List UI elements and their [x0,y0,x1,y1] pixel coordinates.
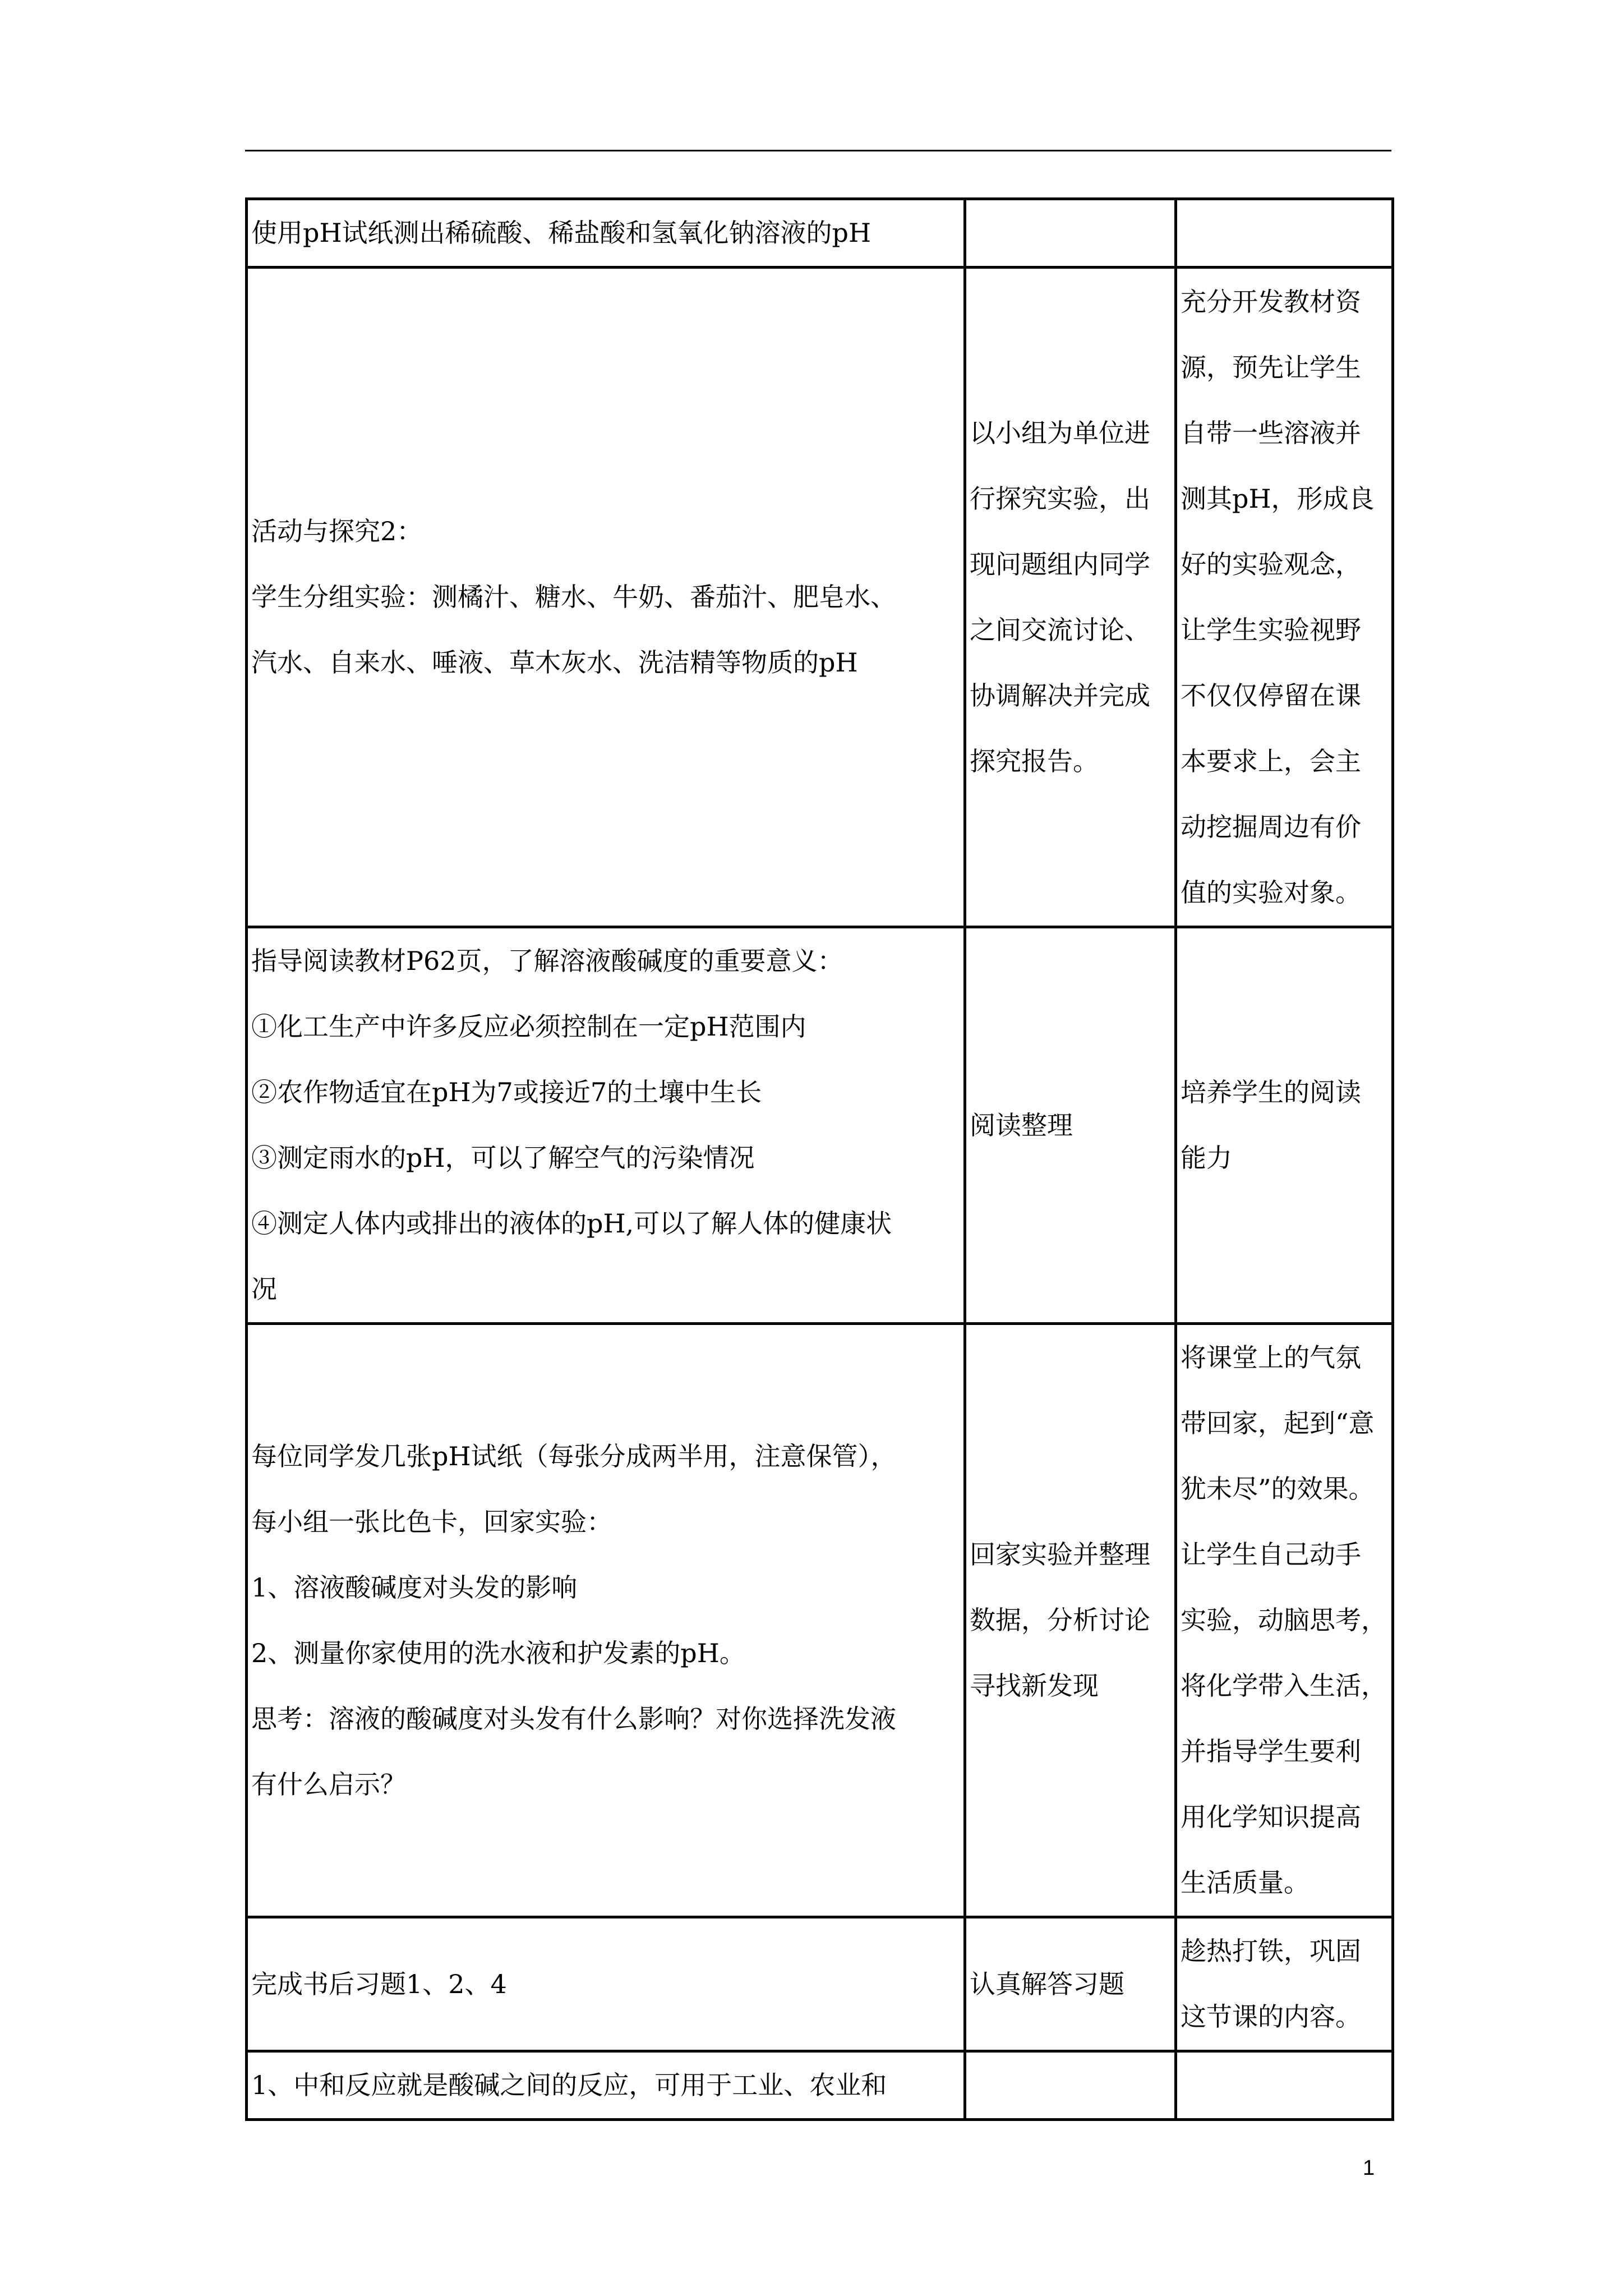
intent-text-line: 培养学生的阅读 [1181,1077,1361,1107]
content-text-line: 2、测量你家使用的洗水液和护发素的pH。 [251,1637,745,1668]
content-cell [247,1324,965,1917]
content-text-line: ④测定人体内或排出的液体的pH,可以了解人体的健康状 [251,1208,892,1239]
content-cell [247,2051,965,2120]
page-number: 1 [1363,2156,1375,2180]
intent-text-line: 将化学带入生活， [1181,1671,1387,1701]
intent-text-line: 让学生实验视野 [1181,614,1361,645]
content-text-line: 1、中和反应就是酸碱之间的反应，可用于工业、农业和 [251,2070,887,2100]
intent-text-line: 用化学知识提高 [1181,1802,1361,1832]
table-row [247,199,1393,268]
content-text-line: 活动与探究2： [251,516,423,546]
student-text-line: 探究报告。 [970,746,1099,776]
student-text-line: 回家实验并整理 [970,1539,1150,1570]
student-cell [965,927,1176,1324]
lesson-plan-table [245,197,1394,2121]
content-text-line: 指导阅读教材P62页，了解溶液酸碱度的重要意义： [251,946,843,976]
intent-text-line: 能力 [1181,1143,1232,1173]
student-text-line: 以小组为单位进 [970,417,1150,448]
content-text-line: ③测定雨水的pH，可以了解空气的污染情况 [251,1143,755,1173]
student-cell [965,199,1176,268]
content-text-line: 汽水、自来水、唾液、草木灰水、洗洁精等物质的pH [251,647,858,678]
content-text-line: ②农作物适宜在pH为7或接近7的土壤中生长 [251,1077,762,1107]
student-cell [965,268,1176,927]
content-text-line: 况 [251,1274,277,1304]
intent-text-line: 让学生自己动手 [1181,1539,1361,1570]
header-rule [245,150,1391,151]
content-text-line: 有什么启示？ [251,1769,406,1800]
student-text-line: 协调解决并完成 [970,680,1150,711]
student-text-line: 现问题组内同学 [970,549,1150,579]
table-row [247,927,1393,1324]
intent-text-line: 将课堂上的气氛 [1181,1342,1361,1373]
intent-text-line: 好的实验观念， [1181,549,1361,579]
student-text-line: 行探究实验，出 [970,483,1150,514]
content-text-line: 思考：溶液的酸碱度对头发有什么影响？对你选择洗发液 [251,1703,896,1734]
student-cell [965,2051,1176,2120]
intent-text-line: 带回家，起到“意 [1181,1408,1375,1438]
intent-text-line: 生活质量。 [1181,1867,1310,1898]
intent-cell [1176,199,1393,268]
intent-text-line: 动挖掘周边有价 [1181,811,1361,842]
content-text-line: ①化工生产中许多反应必须控制在一定pH范围内 [251,1011,806,1042]
content-text-line: 完成书后习题1、2、4 [251,1968,507,1999]
content-cell [247,268,965,927]
intent-text-line: 本要求上，会主 [1181,746,1361,776]
intent-text-line: 源，预先让学生 [1181,352,1361,383]
intent-text-line: 充分开发教材资 [1181,286,1361,317]
content-cell [247,199,965,268]
student-text-line: 寻找新发现 [970,1671,1099,1701]
intent-text-line: 值的实验对象。 [1181,877,1361,908]
student-text-line: 阅读整理 [970,1110,1073,1140]
content-cell [247,1917,965,2051]
intent-cell [1176,927,1393,1324]
intent-text-line: 趁热打铁，巩固 [1181,1936,1361,1966]
content-text-line: 每位同学发几张pH试纸（每张分成两半用，注意保管）， [251,1441,897,1471]
intent-text-line: 并指导学生要利 [1181,1736,1361,1766]
content-text-line: 1、溶液酸碱度对头发的影响 [251,1572,578,1603]
content-text-line: 使用pH试纸测出稀硫酸、稀盐酸和氢氧化钠溶液的pH [251,218,872,248]
intent-text-line: 犹未尽”的效果。 [1181,1474,1375,1504]
content-cell [247,927,965,1324]
table-row [247,2051,1393,2120]
intent-cell [1176,1324,1393,1917]
intent-cell [1176,2051,1393,2120]
content-text-line: 每小组一张比色卡，回家实验： [251,1506,612,1537]
table-row [247,1917,1393,2051]
table-row [247,268,1393,927]
intent-text-line: 这节课的内容。 [1181,2001,1361,2032]
content-text-line: 学生分组实验：测橘汁、糖水、牛奶、番茄汁、肥皂水、 [251,582,896,612]
intent-text-line: 不仅仅停留在课 [1181,680,1361,711]
intent-cell [1176,1917,1393,2051]
student-text-line: 认真解答习题 [970,1968,1124,1999]
table-row [247,1324,1393,1917]
intent-text-line: 测其pH，形成良 [1181,483,1375,514]
intent-cell [1176,268,1393,927]
student-text-line: 数据，分析讨论 [970,1605,1150,1635]
student-cell [965,1324,1176,1917]
intent-text-line: 自带一些溶液并 [1181,417,1361,448]
intent-text-line: 实验，动脑思考， [1181,1605,1387,1635]
student-text-line: 之间交流讨论、 [970,614,1150,645]
student-cell [965,1917,1176,2051]
